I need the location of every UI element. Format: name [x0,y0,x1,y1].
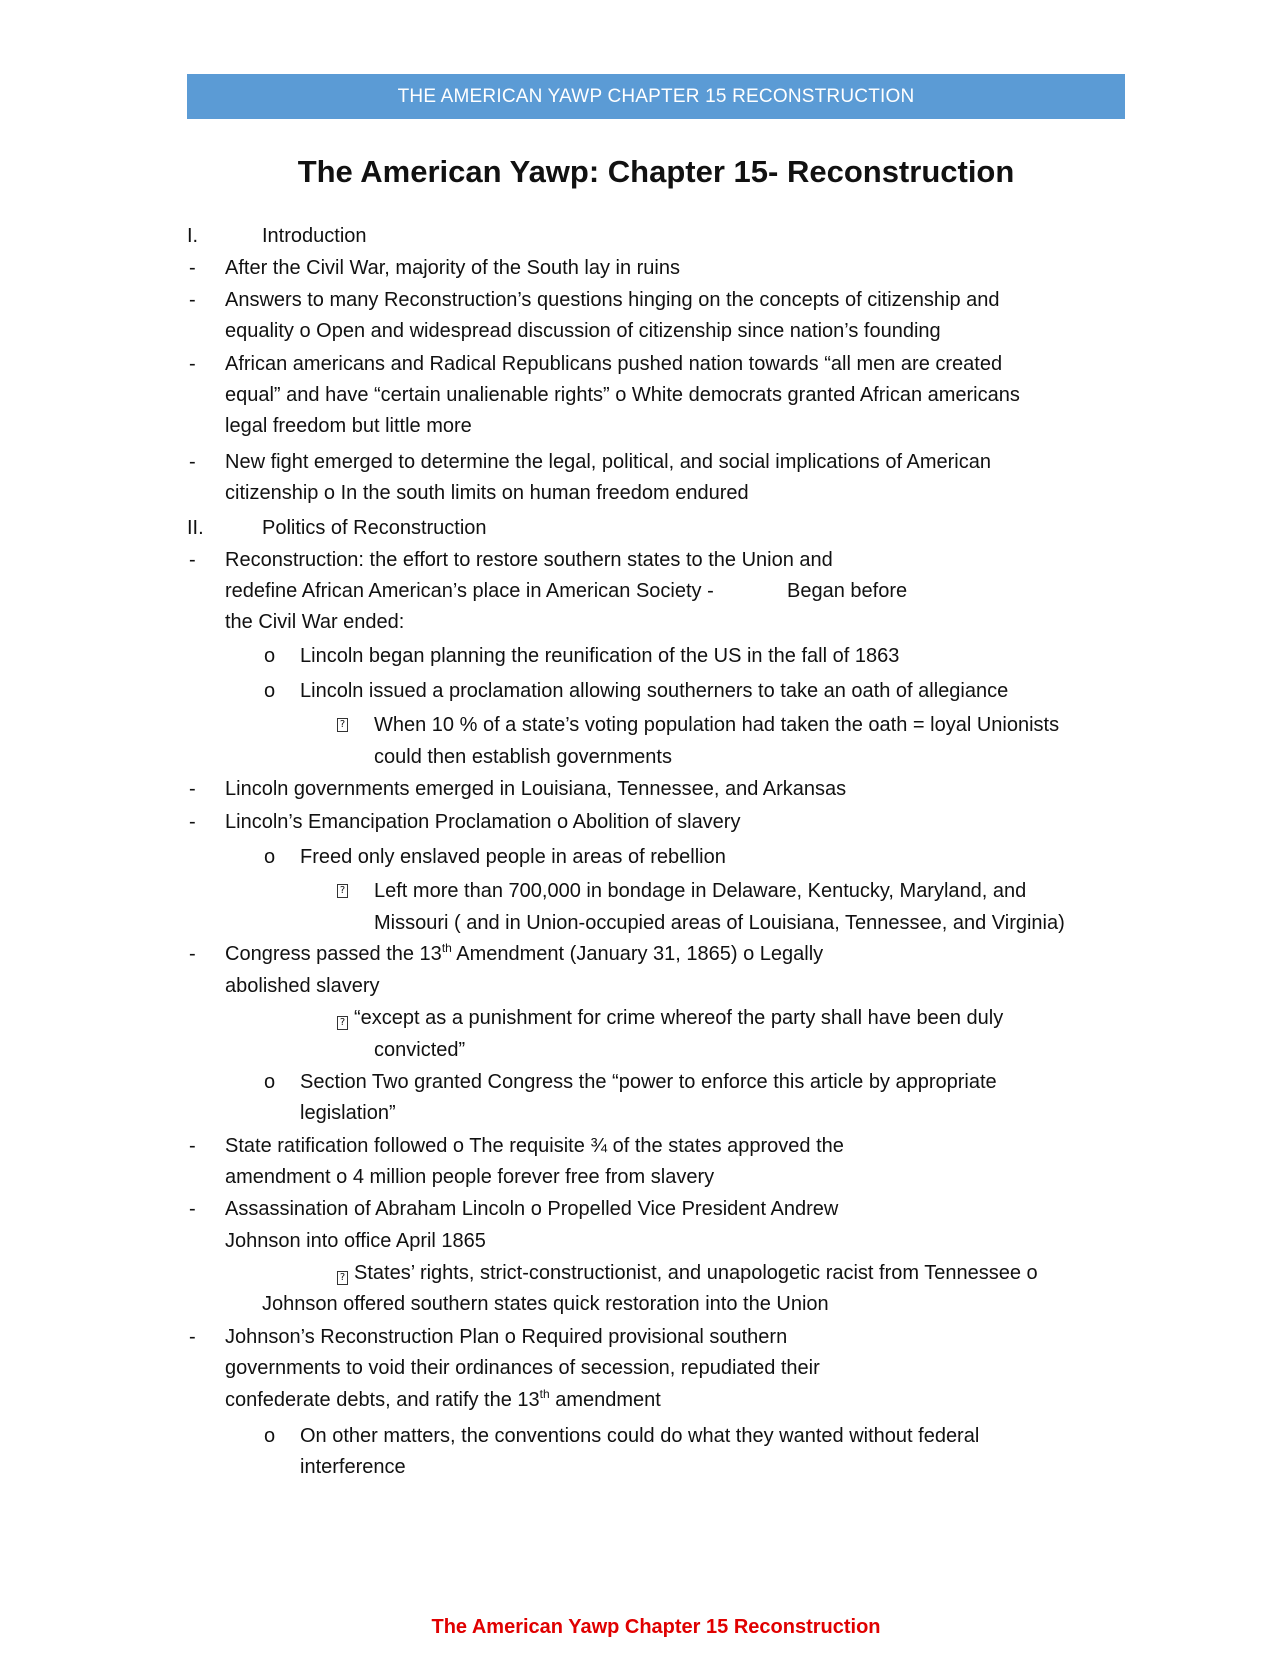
dash-marker: - [189,257,196,279]
outline-line: Johnson offered southern states quick restoration into the Union [262,1293,829,1315]
outline-line [225,1388,661,1412]
outline-line: When 10 % of a state’s voting population had taken the oath = loyal Unionists [374,714,1060,736]
outline-line: Began before [787,580,908,602]
line-text: amendment [549,1389,661,1411]
line-text: confederate debts, and ratify the 13 [225,1389,540,1411]
line-text: “except as a punishment for crime whereof the party shall have been duly [354,1007,1004,1029]
bullet-icon: ? [337,884,348,898]
superscript: th [441,941,452,955]
outline-line: amendment o 4 million people forever free from slavery [225,1166,715,1188]
footer-title: The American Yawp Chapter 15 Reconstruction [431,1616,881,1638]
section-heading-politics: Politics of Reconstruction [262,517,487,539]
outline-line: legal freedom but little more [225,415,472,437]
outline-line: equality o Open and widespread discussion of citizenship since nation’s founding [225,320,941,342]
outline-line: Left more than 700,000 in bondage in Delaware, Kentucky, Maryland, and [374,880,1027,902]
dash-marker: - [189,451,196,473]
line-text: Congress passed the 13 [225,943,442,965]
outline-line: New fight emerged to determine the legal, political, and social implications of American [225,451,991,473]
outline-line: equal” and have “certain unalienable rights” o White democrats granted African americans [225,384,1020,406]
dash-marker: - [189,289,196,311]
document-title: The American Yawp: Chapter 15- Reconstruction [297,154,1015,189]
outline-line: Lincoln began planning the reunification of the US in the fall of 1863 [300,645,900,667]
outline-line: abolished slavery [225,975,380,997]
outline-line [337,1261,1038,1285]
outline-line: redefine African American’s place in American Society - [225,580,714,602]
outline-line: Missouri ( and in Union-occupied areas of Louisiana, Tennessee, and Virginia) [374,912,1065,934]
outline-line: State ratification followed o The requisite ¾ of the states approved the [225,1135,844,1157]
dash-marker: - [189,811,196,833]
dash-marker: - [189,1198,196,1220]
bullet-icon: ? [337,718,348,732]
o-marker: o [264,1425,276,1447]
outline-line: Freed only enslaved people in areas of rebellion [300,846,726,868]
header-bar [187,74,1125,119]
outline-line: After the Civil War, majority of the South lay in ruins [225,257,680,279]
line-text: States’ rights, strict-constructionist, and unapologetic racist from Tennessee o [354,1262,1038,1284]
outline-line: could then establish governments [374,746,672,768]
outline-line: On other matters, the conventions could do what they wanted without federal [300,1425,980,1447]
outline-line: interference [300,1456,406,1478]
outline-line: Lincoln issued a proclamation allowing southerners to take an oath of allegiance [300,680,1009,702]
dash-marker: - [189,943,196,965]
dash-marker: - [189,1326,196,1348]
o-marker: o [264,680,276,702]
outline-line: governments to void their ordinances of secession, repudiated their [225,1357,820,1379]
line-text: Amendment (January 31, 1865) o Legally [451,943,824,965]
bullet-icon: ? [337,1271,348,1285]
outline-line: Section Two granted Congress the “power to enforce this article by appropriate [300,1071,997,1093]
roman-numeral-1: I. [187,225,199,247]
o-marker: o [264,846,276,868]
outline-line: convicted” [374,1039,466,1061]
roman-numeral-2: II. [187,517,204,539]
dash-marker: - [189,353,196,375]
dash-marker: - [189,1135,196,1157]
outline-line: legislation” [300,1102,396,1124]
outline-line: Reconstruction: the effort to restore southern states to the Union and [225,549,833,571]
o-marker: o [264,645,276,667]
outline-line [337,1006,1003,1030]
o-marker: o [264,1071,276,1093]
superscript: th [539,1387,550,1401]
outline-line: African americans and Radical Republicans pushed nation towards “all men are created [225,353,1003,375]
dash-marker: - [189,778,196,800]
outline-line: citizenship o In the south limits on human freedom endured [225,482,749,504]
outline-line: Answers to many Reconstruction’s questions hinging on the concepts of citizenship and [225,289,1000,311]
section-heading-introduction: Introduction [262,225,367,247]
outline-line: Lincoln governments emerged in Louisiana, Tennessee, and Arkansas [225,778,847,800]
outline-line: Assassination of Abraham Lincoln o Propelled Vice President Andrew [225,1198,839,1220]
header-bar-text: THE AMERICAN YAWP CHAPTER 15 RECONSTRUCTION [397,85,915,107]
outline-line [225,942,823,966]
outline-line: Johnson’s Reconstruction Plan o Required provisional southern [225,1326,788,1348]
outline-line: the Civil War ended: [225,611,405,633]
outline-line: Johnson into office April 1865 [225,1230,486,1252]
bullet-icon: ? [337,1016,348,1030]
outline-line: Lincoln’s Emancipation Proclamation o Abolition of slavery [225,811,741,833]
dash-marker: - [189,549,196,571]
